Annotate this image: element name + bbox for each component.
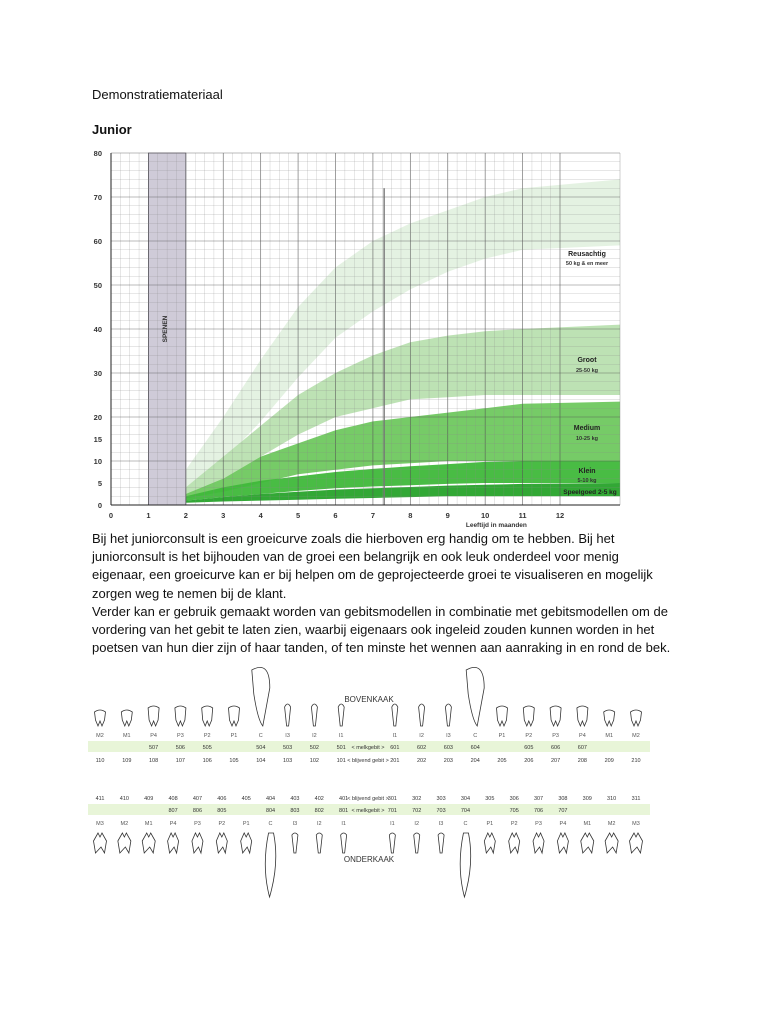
lower-melk-number: 804 — [265, 808, 276, 814]
lower-tooth-m2-icon — [605, 833, 618, 853]
upper-melk-number: 503 — [283, 745, 293, 751]
upper-blijvend-number: 202 — [417, 758, 427, 764]
upper-tooth-name: I3 — [285, 733, 290, 739]
lower-tooth-c-icon — [265, 833, 276, 897]
lower-tooth-p1-icon — [241, 833, 252, 853]
upper-blijvend-number: 204 — [470, 758, 480, 764]
lower-tooth-name: P2 — [218, 821, 226, 827]
upper-blijvend-number: 107 — [175, 758, 185, 764]
upper-tooth-name: P3 — [177, 733, 184, 739]
upper-tooth-name: P4 — [579, 733, 586, 739]
y-tick-label: 15 — [93, 435, 102, 444]
y-tick-label: 5 — [97, 479, 102, 488]
dental-chart — [88, 662, 650, 906]
upper-tooth-name: P1 — [498, 733, 506, 739]
lower-tooth-m2-icon — [118, 833, 131, 853]
lower-melk-number: 702 — [412, 808, 422, 814]
x-tick-label: 9 — [445, 511, 450, 520]
lower-tooth-name: P1 — [242, 821, 250, 827]
upper-blijvend-number: 103 — [283, 758, 293, 764]
lower-tooth-name: I2 — [316, 821, 322, 827]
upper-blijvend-number: 207 — [551, 758, 561, 764]
series-sublabel-reusachtig: 50 kg & en meer — [565, 261, 609, 267]
upper-melk-number: 602 — [417, 745, 427, 751]
series-label-klein: Klein — [578, 468, 596, 475]
lower-tooth-c-icon — [460, 833, 471, 897]
growth-chart-svg — [88, 144, 624, 532]
lower-blijvend-number: 403 — [290, 796, 300, 802]
upper-tooth-i2-icon — [419, 704, 425, 726]
y-tick-label: 60 — [93, 237, 102, 246]
upper-melk-number: 606 — [551, 745, 561, 751]
upper-tooth-name: C — [258, 733, 263, 739]
upper-blijvend-number: 205 — [497, 758, 507, 764]
upper-tooth-name: I2 — [312, 733, 317, 739]
upper-blijvend-number: 208 — [577, 758, 587, 764]
lower-melk-number: 802 — [314, 808, 324, 814]
series-label-speelgoed: Speelgoed 2-5 kg — [563, 489, 617, 496]
x-axis-title: Leeftijd in maanden — [465, 522, 527, 529]
x-tick-label: 10 — [480, 511, 490, 520]
chart-grid — [111, 153, 620, 505]
lower-blijvend-number: 308 — [558, 796, 568, 802]
series-label-medium: Medium — [573, 425, 601, 432]
upper-tooth-m2-icon — [631, 710, 642, 726]
lower-tooth-name: P4 — [169, 821, 177, 827]
upper-tooth-p4-icon — [148, 706, 159, 726]
upper-jaw — [88, 667, 650, 764]
upper-tooth-i2-icon — [311, 704, 317, 726]
upper-tooth-p2-icon — [202, 706, 213, 726]
y-tick-label: 40 — [93, 325, 102, 334]
upper-blijvend-number: 108 — [149, 758, 159, 764]
lower-tooth-name: I1 — [341, 821, 346, 827]
upper-melk-number: 505 — [202, 745, 212, 751]
lower-tooth-name: M3 — [632, 821, 640, 827]
x-tick-label: 8 — [408, 511, 413, 520]
lower-tooth-name: M1 — [144, 821, 153, 827]
upper-tooth-c-icon — [252, 667, 270, 726]
upper-tooth-name: M2 — [632, 733, 640, 739]
lower-tooth-p2-icon — [509, 833, 520, 853]
lower-blijvend-number: 311 — [631, 796, 641, 802]
upper-tooth-i3-icon — [285, 704, 291, 726]
upper-tooth-name: P2 — [203, 733, 211, 739]
upper-blijvend-row-label: < blijvend gebit > — [347, 758, 389, 764]
x-tick-label: 1 — [146, 511, 151, 520]
upper-tooth-p1-icon — [229, 706, 240, 726]
y-tick-label: 30 — [93, 369, 102, 378]
upper-tooth-name: I1 — [338, 733, 344, 739]
lower-tooth-name: I2 — [414, 821, 420, 827]
upper-blijvend-number: 203 — [443, 758, 453, 764]
upper-tooth-m2-icon — [95, 710, 106, 726]
lower-melk-number: 707 — [558, 808, 568, 814]
lower-tooth-p2-icon — [216, 833, 227, 853]
lower-tooth-name: P3 — [535, 821, 542, 827]
lower-tooth-m1-icon — [142, 833, 155, 853]
lower-tooth-name: P1 — [486, 821, 494, 827]
y-tick-label: 70 — [93, 193, 102, 202]
lower-blijvend-number: 402 — [314, 796, 324, 802]
upper-tooth-name: P4 — [150, 733, 157, 739]
lower-tooth-name: M2 — [607, 821, 616, 827]
lower-tooth-p1-icon — [484, 833, 495, 853]
lower-jaw — [88, 796, 650, 897]
lower-tooth-name: P4 — [559, 821, 567, 827]
lower-tooth-name: M1 — [583, 821, 592, 827]
lower-blijvend-number: 404 — [265, 796, 276, 802]
upper-tooth-name: I3 — [446, 733, 451, 739]
lower-melk-row-label: < melkgebit > — [351, 808, 385, 814]
lower-blijvend-number: 302 — [412, 796, 422, 802]
y-tick-label: 80 — [93, 149, 102, 158]
lower-tooth-name: I1 — [390, 821, 395, 827]
lower-tooth-p4-icon — [168, 833, 179, 853]
upper-tooth-name: M1 — [122, 733, 131, 739]
y-tick-label: 0 — [97, 501, 102, 510]
lower-tooth-name: I3 — [292, 821, 298, 827]
lower-blijvend-number: 401 — [339, 796, 349, 802]
x-tick-label: 2 — [183, 511, 188, 520]
paragraph-growth-curve: Bij het juniorconsult is een groeicurve zoals die hierboven erg handig om te hebben. Bij het juniorconsult is het bijhouden van de groei een belangrijk en ook leuk onderdeel voor menig eigenaar, een groeicurve kan er bij helpen om de geprojecteerde groei te visualiseren en mogelijk zorgen weg te nemen bij de klant. — [92, 531, 653, 601]
upper-blijvend-number: 206 — [524, 758, 534, 764]
lower-tooth-name: C — [463, 821, 468, 827]
lower-blijvend-number: 307 — [533, 796, 544, 802]
growth-chart — [88, 144, 624, 532]
upper-tooth-name: P2 — [525, 733, 533, 739]
lower-blijvend-number: 405 — [241, 796, 251, 802]
upper-melk-number: 605 — [524, 745, 534, 751]
lower-tooth-i2-icon — [316, 833, 322, 853]
lower-blijvend-number: 310 — [607, 796, 617, 802]
lower-tooth-name: M2 — [120, 821, 129, 827]
x-tick-label: 11 — [518, 511, 527, 520]
upper-blijvend-number: 209 — [604, 758, 614, 764]
lower-blijvend-number: 309 — [582, 796, 592, 802]
upper-tooth-i3-icon — [445, 704, 451, 726]
lower-tooth-i3-icon — [438, 833, 444, 853]
lower-tooth-name: P2 — [510, 821, 518, 827]
lower-melk-number: 805 — [217, 808, 227, 814]
lower-melk-number: 706 — [533, 808, 544, 814]
lower-tooth-name: C — [268, 821, 273, 827]
dental-chart-svg — [88, 662, 650, 906]
upper-blijvend-number: 110 — [95, 758, 105, 764]
upper-tooth-name: I2 — [419, 733, 424, 739]
lower-melk-number: 801 — [339, 808, 349, 814]
lower-tooth-p4-icon — [557, 833, 568, 853]
series-sublabel-medium: 10-25 kg — [575, 436, 599, 442]
lower-melk-number: 703 — [436, 808, 446, 814]
upper-tooth-p2-icon — [523, 706, 534, 726]
lower-blijvend-number: 411 — [95, 796, 105, 802]
body-text — [92, 530, 672, 657]
upper-melk-number: 607 — [577, 745, 587, 751]
lower-blijvend-number: 410 — [119, 796, 129, 802]
upper-melk-number: 604 — [470, 745, 480, 751]
upper-tooth-name: P3 — [552, 733, 559, 739]
x-tick-label: 0 — [108, 511, 114, 520]
lower-blijvend-number: 406 — [217, 796, 227, 802]
upper-tooth-p1-icon — [497, 706, 508, 726]
upper-jaw-label: BOVENKAAK — [344, 695, 394, 704]
y-tick-label: 50 — [93, 281, 102, 290]
y-tick-label: 20 — [93, 413, 102, 422]
upper-tooth-i1-icon — [338, 704, 344, 726]
lower-blijvend-number: 305 — [485, 796, 495, 802]
paragraph-dental-models: Verder kan er gebruik gemaakt worden van gebitsmodellen in combinatie met gebitsmodellen om de vordering van het gebit te laten zien, waarbij eigenaars ook ingeleid zouden kunnen worden in het poetsen van hun dier zijn of haar tanden, of ten minste het wennen aan aanraking in en rond de bek. — [92, 603, 671, 656]
upper-melk-number: 601 — [390, 745, 400, 751]
lower-melk-number: 806 — [192, 808, 203, 814]
section-title-junior: Junior — [92, 122, 132, 137]
upper-blijvend-number: 201 — [390, 758, 400, 764]
upper-tooth-name: M1 — [605, 733, 614, 739]
upper-tooth-i1-icon — [392, 704, 398, 726]
weaning-band-label: SPENEN — [162, 315, 170, 343]
upper-tooth-p4-icon — [577, 706, 588, 726]
x-tick-label: 4 — [258, 511, 263, 520]
lower-tooth-name: M3 — [96, 821, 104, 827]
upper-melk-number: 506 — [175, 745, 185, 751]
upper-blijvend-number: 102 — [309, 758, 319, 764]
upper-blijvend-number: 106 — [202, 758, 212, 764]
lower-tooth-name: P3 — [194, 821, 201, 827]
y-tick-label: 10 — [93, 457, 102, 466]
x-tick-label: 6 — [333, 511, 338, 520]
x-tick-label: 5 — [295, 511, 301, 520]
upper-melk-row-label: < melkgebit > — [351, 745, 385, 751]
upper-tooth-c-icon — [466, 667, 484, 726]
lower-tooth-name: I3 — [438, 821, 444, 827]
lower-tooth-p3-icon — [192, 833, 203, 853]
x-tick-label: 7 — [370, 511, 376, 520]
lower-blijvend-number: 304 — [460, 796, 471, 802]
lower-tooth-m1-icon — [581, 833, 594, 853]
upper-tooth-name: P1 — [230, 733, 238, 739]
lower-tooth-i1-icon — [389, 833, 395, 853]
series-sublabel-groot: 25-50 kg — [575, 368, 599, 374]
lower-blijvend-number: 306 — [509, 796, 519, 802]
upper-melk-number: 507 — [149, 745, 159, 751]
upper-tooth-p3-icon — [175, 706, 186, 726]
lower-tooth-m3-icon — [94, 833, 107, 853]
upper-tooth-m1-icon — [604, 710, 615, 726]
lower-melk-number: 704 — [460, 808, 471, 814]
lower-tooth-m3-icon — [630, 833, 643, 853]
series-label-groot: Groot — [577, 357, 597, 364]
x-tick-label: 12 — [555, 511, 565, 520]
upper-tooth-m1-icon — [121, 710, 132, 726]
lower-melk-number: 705 — [509, 808, 519, 814]
upper-tooth-p3-icon — [550, 706, 561, 726]
lower-tooth-i1-icon — [341, 833, 347, 853]
lower-blijvend-number: 301 — [387, 796, 397, 802]
lower-tooth-i2-icon — [414, 833, 420, 853]
lower-melk-number: 701 — [387, 808, 397, 814]
upper-melk-number: 502 — [309, 745, 319, 751]
upper-melk-number: 504 — [256, 745, 266, 751]
lower-melk-number: 803 — [290, 808, 300, 814]
document-heading: Demonstratiemateriaal — [92, 87, 223, 102]
upper-tooth-name: I1 — [392, 733, 398, 739]
series-sublabel-klein: 5-10 kg — [577, 478, 597, 484]
upper-tooth-name: M2 — [96, 733, 104, 739]
upper-melk-number: 603 — [443, 745, 453, 751]
upper-blijvend-number: 109 — [122, 758, 132, 764]
x-tick-label: 3 — [221, 511, 226, 520]
upper-blijvend-number: 105 — [229, 758, 239, 764]
lower-blijvend-number: 407 — [192, 796, 203, 802]
lower-jaw-label: ONDERKAAK — [343, 855, 395, 864]
upper-blijvend-number: 210 — [631, 758, 641, 764]
lower-blijvend-row-label: < blijvend gebit > — [347, 796, 389, 802]
series-label-reusachtig: Reusachtig — [568, 251, 606, 258]
lower-blijvend-number: 408 — [168, 796, 178, 802]
lower-blijvend-number: 303 — [436, 796, 446, 802]
upper-blijvend-number: 101 — [336, 758, 346, 764]
upper-blijvend-number: 104 — [256, 758, 266, 764]
lower-blijvend-number: 409 — [144, 796, 154, 802]
upper-melk-number: 501 — [336, 745, 346, 751]
lower-tooth-p3-icon — [533, 833, 544, 853]
lower-melk-number: 807 — [168, 808, 178, 814]
lower-tooth-i3-icon — [292, 833, 298, 853]
upper-tooth-name: C — [473, 733, 478, 739]
